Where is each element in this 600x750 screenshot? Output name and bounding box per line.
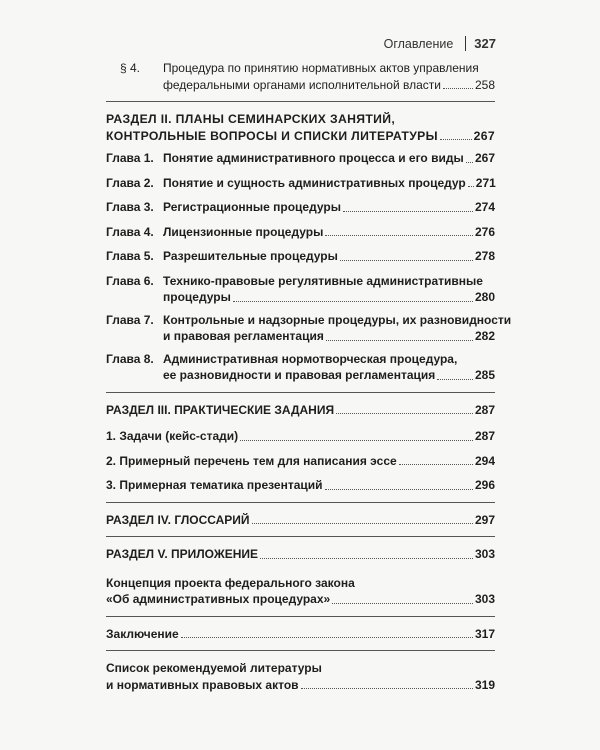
toc-concept[interactable] [106, 575, 495, 608]
chapter-title-line2: процедуры [163, 290, 231, 304]
toc-section-title-line2: КОНТРОЛЬНЫЕ ВОПРОСЫ И СПИСКИ ЛИТЕРАТУРЫ [106, 128, 438, 143]
toc-section-title: РАЗДЕЛ V. ПРИЛОЖЕНИЕ [106, 547, 259, 561]
section-divider [106, 392, 495, 393]
dot-leader [336, 413, 473, 414]
toc-chapter-7[interactable] [106, 312, 512, 345]
toc-entry-para4[interactable] [106, 60, 495, 93]
chapter-title: Регистрационные процедуры [163, 200, 341, 214]
chapter-page: 285 [474, 368, 495, 382]
toc-task-1[interactable] [106, 428, 495, 445]
dot-leader [399, 464, 473, 465]
concept-page: 303 [474, 592, 495, 606]
toc-section-page: 267 [473, 128, 495, 143]
toc-section-3[interactable] [106, 402, 495, 419]
chapter-title: Понятие административного процесса и его виды [163, 151, 464, 165]
running-head [384, 36, 496, 51]
dot-leader [343, 211, 473, 212]
toc-section-title: РАЗДЕЛ IV. ГЛОССАРИЙ [106, 512, 250, 527]
toc-chapter-3[interactable] [106, 199, 495, 216]
dot-leader [443, 88, 473, 89]
concept-title-line2: «Об административных процедурах» [106, 592, 331, 606]
conclusion-page: 317 [474, 626, 495, 641]
table-of-contents [106, 60, 512, 693]
section-divider [106, 502, 495, 503]
toc-literature[interactable] [106, 660, 495, 693]
dot-leader [325, 235, 473, 236]
dot-leader [240, 440, 473, 441]
header-title: Оглавление [383, 36, 454, 51]
chapter-label: Глава 2. [106, 175, 154, 190]
toc-entry-page: 258 [474, 77, 495, 92]
dot-leader [233, 301, 473, 302]
chapter-label: Глава 4. [106, 224, 154, 239]
toc-section-page: 297 [474, 512, 495, 527]
toc-entry-title-line2: федеральными органами исполнительной власти [163, 77, 441, 92]
header-separator [465, 36, 466, 51]
toc-chapter-1[interactable] [106, 150, 495, 167]
task-title: 2. Примерный перечень тем для написания эссе [106, 453, 397, 468]
task-page: 294 [474, 453, 495, 468]
chapter-title: Лицензионные процедуры [163, 224, 324, 239]
toc-chapter-4[interactable] [106, 224, 495, 241]
task-title: 3. Примерная тематика презентаций [106, 478, 323, 492]
toc-section-title-line1: РАЗДЕЛ II. ПЛАНЫ СЕМИНАРСКИХ ЗАНЯТИЙ, [106, 112, 396, 126]
dot-leader [260, 558, 473, 559]
chapter-title: Разрешительные процедуры [163, 249, 338, 263]
chapter-label: Глава 6. [106, 273, 154, 288]
chapter-title-line2: ее разновидности и правовая регламентация [163, 368, 436, 382]
dot-leader [437, 379, 473, 380]
chapter-page: 278 [474, 249, 495, 263]
dot-leader [340, 260, 473, 261]
dot-leader [468, 186, 474, 187]
dot-leader [466, 162, 473, 163]
dot-leader [325, 489, 473, 490]
toc-chapter-2[interactable] [106, 175, 495, 192]
chapter-title: Понятие и сущность административных процедур [163, 175, 466, 190]
chapter-page: 274 [474, 200, 495, 214]
dot-leader [181, 637, 473, 638]
toc-section-title: РАЗДЕЛ III. ПРАКТИЧЕСКИЕ ЗАДАНИЯ [106, 402, 335, 417]
toc-section-2[interactable] [106, 111, 495, 144]
chapter-label: Глава 8. [106, 351, 154, 366]
chapter-page: 267 [474, 151, 495, 165]
chapter-label: Глава 7. [106, 312, 154, 327]
conclusion-title: Заключение [106, 626, 179, 641]
chapter-label: Глава 3. [106, 200, 154, 214]
literature-title-line1: Список рекомендуемой литературы [106, 661, 322, 675]
toc-chapter-5[interactable] [106, 248, 495, 265]
toc-task-3[interactable] [106, 477, 495, 494]
chapter-label: Глава 5. [106, 249, 154, 263]
toc-entry-label: § 4. [120, 61, 141, 75]
toc-chapter-8[interactable] [106, 351, 495, 384]
toc-section-5[interactable] [106, 546, 495, 563]
dot-leader [252, 523, 473, 524]
header-page-number: 327 [474, 36, 496, 51]
chapter-page: 280 [474, 290, 495, 304]
chapter-page: 276 [474, 224, 495, 239]
section-divider [106, 536, 495, 537]
literature-title-line2: и нормативных правовых актов [106, 677, 299, 692]
chapter-page: 282 [474, 329, 495, 343]
chapter-label: Глава 1. [106, 151, 154, 165]
dot-leader [332, 603, 473, 604]
task-page: 296 [474, 478, 495, 492]
toc-section-4[interactable] [106, 512, 495, 529]
dot-leader [326, 340, 473, 341]
chapter-title-line2: и правовая регламентация [163, 329, 324, 343]
chapter-title-line1: Контрольные и надзорные процедуры, их разновидности [163, 312, 512, 327]
dot-leader [440, 139, 472, 140]
toc-entry-title-line1: Процедура по принятию нормативных актов управления [163, 61, 479, 75]
toc-conclusion[interactable] [106, 626, 495, 643]
chapter-title-line1: Административная нормотворческая процедура, [163, 351, 458, 366]
toc-task-2[interactable] [106, 453, 495, 470]
task-page: 287 [474, 429, 495, 443]
chapter-page: 271 [475, 175, 496, 190]
dot-leader [301, 688, 473, 689]
section-divider [106, 650, 495, 651]
literature-page: 319 [474, 677, 495, 692]
section-divider [106, 616, 495, 617]
toc-section-page: 287 [474, 402, 495, 417]
concept-title-line1: Концепция проекта федерального закона [106, 575, 355, 590]
chapter-title-line1: Технико-правовые регулятивные административные [163, 273, 483, 288]
task-title: 1. Задачи (кейс-стади) [106, 429, 239, 443]
toc-chapter-6[interactable] [106, 273, 495, 306]
section-divider [106, 101, 495, 102]
toc-section-page: 303 [474, 547, 495, 561]
